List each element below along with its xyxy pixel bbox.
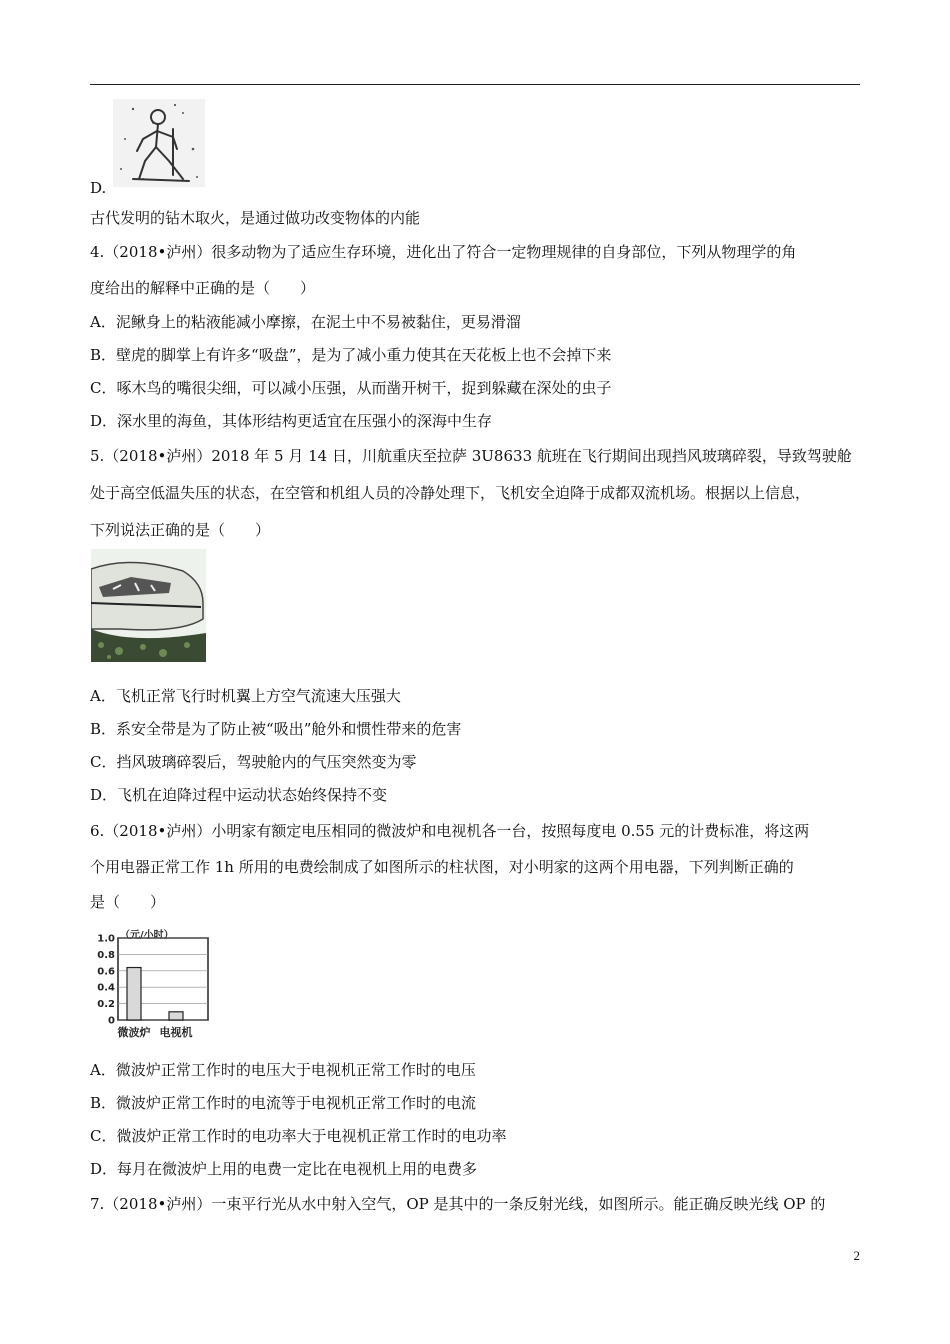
chart-ytick-label: 0 <box>108 1015 115 1027</box>
chart-category-label: 微波炉 <box>117 1026 151 1039</box>
airplane-cockpit-photo <box>91 549 206 662</box>
q7-stem-line-1: 7.（2018•泸州）一束平行光从水中射入空气，OP 是其中的一条反射光线，如图所示。能正确反映光线 OP 的 <box>90 1195 826 1213</box>
chart-category-label: 电视机 <box>159 1026 193 1039</box>
q6-option-d: D．每月在微波炉上用的电费一定比在电视机上用的电费多 <box>90 1160 478 1178</box>
chart-ytick-label: 0.6 <box>97 966 115 978</box>
q4-option-d: D．深水里的海鱼，其体形结构更适宜在压强小的深海中生存 <box>90 412 493 430</box>
drilling-fire-figure <box>113 99 205 187</box>
q5-stem-line-1: 5.（2018•泸州）2018 年 5 月 14 日，川航重庆至拉萨 3U8633 航班在飞行期间出现挡风玻璃碎裂，导致驾驶舱 <box>90 447 852 465</box>
q5-stem-line-2: 处于高空低温失压的状态，在空管和机组人员的冷静处理下，飞机安全迫降于成都双流机场。根据以上信息， <box>90 484 811 502</box>
chart-ytick-label: 0.4 <box>97 982 115 994</box>
q6-stem-line-2: 个用电器正常工作 1h 所用的电费绘制成了如图所示的柱状图，对小明家的这两个用电器，下列判断正确的 <box>90 858 794 876</box>
chart-ytick-label: 0.2 <box>97 999 115 1011</box>
q6-stem-line-1: 6.（2018•泸州）小明家有额定电压相同的微波炉和电视机各一台，按照每度电 0.55 元的计费标准，将这两 <box>90 822 810 840</box>
chart-yticks <box>97 934 115 1027</box>
header-rule <box>90 84 860 85</box>
q4-stem-line-2: 度给出的解释中正确的是（ ） <box>90 279 316 297</box>
chart-categories <box>118 1025 193 1039</box>
chart-bar-2 <box>169 1012 183 1020</box>
q5-option-d: D．飞机在迫降过程中运动状态始终保持不变 <box>90 786 388 804</box>
electricity-cost-bar-chart <box>90 926 215 1042</box>
q6-option-b: B．微波炉正常工作时的电流等于电视机正常工作时的电流 <box>90 1094 477 1112</box>
chart-ylabel: （元/小时） <box>120 930 174 941</box>
chart-ytick-label: 1.0 <box>97 933 115 945</box>
q5-option-b: B．系安全带是为了防止被“吸出”舱外和惯性带来的危害 <box>90 720 462 738</box>
q4-option-b: B．壁虎的脚掌上有许多“吸盘”，是为了减小重力使其在天花板上也不会掉下来 <box>90 346 612 364</box>
q5-option-a: A．飞机正常飞行时机翼上方空气流速大压强大 <box>90 687 401 705</box>
page-number: 2 <box>853 1248 860 1263</box>
q5-option-c: C．挡风玻璃碎裂后，驾驶舱内的气压突然变为零 <box>90 753 417 771</box>
q6-stem-line-3: 是（ ） <box>90 893 166 911</box>
q3-option-d-label: D. <box>90 179 107 197</box>
q5-stem-line-3: 下列说法正确的是（ ） <box>90 521 271 539</box>
q6-option-c: C．微波炉正常工作时的电功率大于电视机正常工作时的电功率 <box>90 1127 507 1145</box>
q4-stem-line-1: 4.（2018•泸州）很多动物为了适应生存环境，进化出了符合一定物理规律的自身部位，下列从物理学的角 <box>90 243 797 261</box>
q6-option-a: A．微波炉正常工作时的电压大于电视机正常工作时的电压 <box>90 1061 476 1079</box>
chart-bar-1 <box>127 968 141 1020</box>
q4-option-c: C．啄木鸟的嘴很尖细，可以减小压强，从而凿开树干，捉到躲藏在深处的虫子 <box>90 379 612 397</box>
q4-option-a: A．泥鳅身上的粘液能减小摩擦，在泥土中不易被黏住，更易滑溜 <box>90 313 521 331</box>
q3-option-d-text: 古代发明的钻木取火，是通过做功改变物体的内能 <box>90 209 421 227</box>
chart-ytick-label: 0.8 <box>97 949 115 961</box>
